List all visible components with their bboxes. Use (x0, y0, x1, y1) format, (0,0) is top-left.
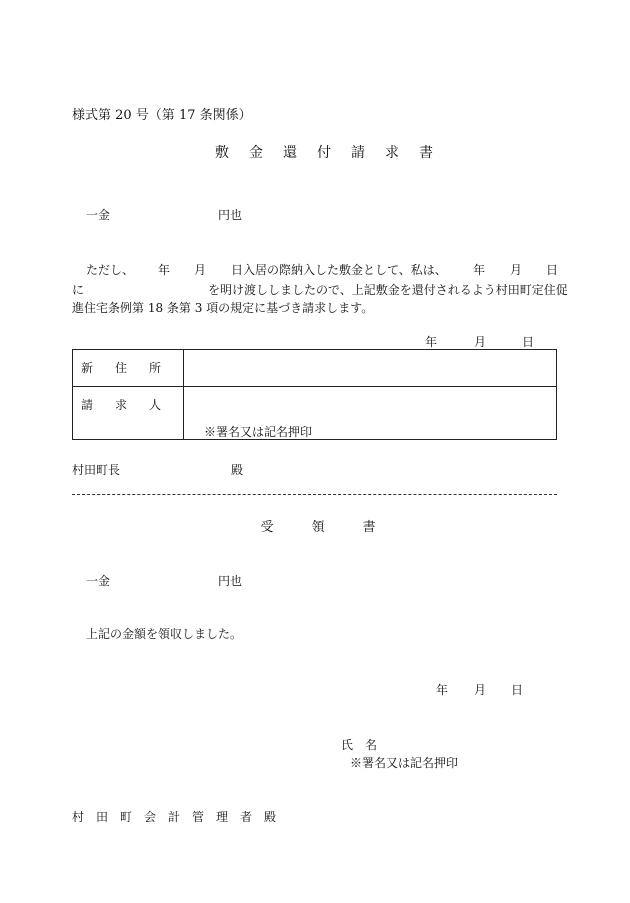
body-line3: 進住宅条例第 18 条第 3 項の規定に基づき請求します。 (72, 301, 374, 315)
body-line2-start: に (72, 283, 85, 297)
receipt-date-day: 日 (511, 683, 524, 697)
body-year1: 年 (158, 263, 171, 277)
claim-date-month: 月 (474, 335, 487, 349)
receipt-title: 受領書 (260, 520, 414, 535)
new-address-label: 新住所 (73, 350, 184, 387)
mayor-honorific: 殿 (231, 463, 244, 477)
body-intro: ただし、 (86, 263, 135, 277)
body-line2-rest: を明け渡ししましたので、上記敷金を還付されるよう村田町定住促 (208, 283, 568, 297)
treasurer-addressee: 村田町会計管理者殿 (72, 810, 289, 824)
mayor-addressee: 村田町長 (72, 463, 121, 477)
body-day2: 日 (546, 263, 559, 277)
body-month2: 月 (510, 263, 523, 277)
claim-date-year: 年 (425, 335, 438, 349)
receipt-statement: 上記の金額を領収しました。 (86, 627, 243, 641)
receipt-amount-suffix: 円也 (218, 574, 243, 588)
cut-line (72, 494, 557, 495)
request-title: 敷金還付請求書 (215, 145, 453, 161)
claimant-label: 請求人 (73, 387, 184, 440)
receipt-date-year: 年 (436, 683, 449, 697)
body-day1: 日入居の際納入した敷金として、私は、 (231, 263, 447, 277)
new-address-field[interactable] (184, 350, 557, 387)
body-year2: 年 (473, 263, 486, 277)
claimant-field[interactable] (184, 387, 557, 440)
receipt-signature-note: ※署名又は記名押印 (350, 756, 459, 770)
receipt-name-label: 氏 名 (341, 738, 378, 752)
claimant-table (72, 349, 557, 440)
body-month1: 月 (194, 263, 207, 277)
form-number: 様式第 20 号（第 17 条関係） (72, 108, 252, 123)
claim-amount-prefix: 一金 (86, 208, 111, 222)
claim-date-day: 日 (522, 335, 535, 349)
new-address-row (73, 350, 557, 387)
claim-amount-suffix: 円也 (218, 208, 243, 222)
receipt-date-month: 月 (474, 683, 487, 697)
receipt-amount-prefix: 一金 (86, 574, 111, 588)
claimant-row (73, 387, 557, 440)
claimant-signature-note: ※署名又は記名押印 (204, 425, 313, 439)
